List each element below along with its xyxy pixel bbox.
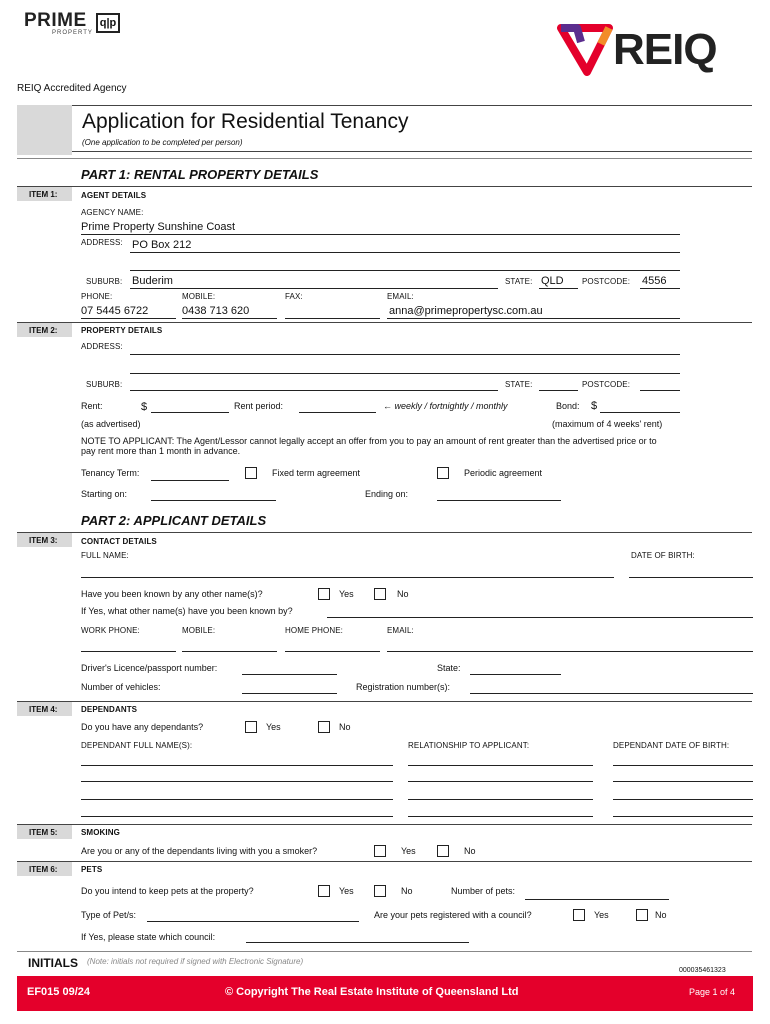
page-title: Application for Residential Tenancy [82, 110, 409, 133]
dependant-name-line-3[interactable] [81, 799, 393, 800]
dependants-no-label: No [339, 722, 351, 732]
title-top-rule [72, 105, 752, 106]
item1-tag: ITEM 1: [17, 187, 72, 201]
smoking-yes-label: Yes [401, 846, 416, 856]
number-of-pets-line[interactable] [525, 899, 669, 900]
initials-rule [17, 951, 752, 952]
dependants-yes-label: Yes [266, 722, 281, 732]
other-names-follow: If Yes, what other name(s) have you been known by? [81, 606, 293, 616]
agent-suburb-label: SUBURB: [86, 277, 123, 286]
property-address-label: ADDRESS: [81, 342, 123, 351]
property-suburb-line[interactable] [130, 390, 498, 391]
smoking-heading: SMOKING [81, 828, 120, 837]
bond-label: Bond: [556, 401, 580, 411]
registered-no-checkbox[interactable] [636, 909, 648, 921]
item4-tag: ITEM 4: [17, 702, 72, 716]
starting-on-label: Starting on: [81, 489, 128, 499]
bond-dollar: $ [591, 400, 598, 412]
other-names-yes-label: Yes [339, 589, 354, 599]
accredited-agency-label: REIQ Accredited Agency [17, 83, 127, 94]
title-rule-2 [17, 158, 752, 159]
fixed-term-checkbox[interactable] [245, 467, 257, 479]
agent-postcode-value[interactable]: 4556 [642, 275, 667, 287]
tenancy-term-line[interactable] [151, 480, 229, 481]
dependant-rel-line-3[interactable] [408, 799, 593, 800]
agent-mobile-value[interactable]: 0438 713 620 [182, 305, 250, 317]
periodic-checkbox[interactable] [437, 467, 449, 479]
other-names-question: Have you been known by any other name(s)? [81, 589, 263, 599]
document-number: 000035461323 [679, 967, 726, 974]
property-state-line[interactable] [539, 390, 578, 391]
pets-yes-checkbox[interactable] [318, 885, 330, 897]
smoking-no-label: No [464, 846, 476, 856]
agent-state-label: STATE: [505, 277, 533, 286]
applicant-email-label: EMAIL: [387, 626, 414, 635]
reiq-logo-text: REIQ [613, 25, 717, 74]
number-of-pets-label: Number of pets: [451, 886, 516, 896]
dependant-dob-line-3[interactable] [613, 799, 753, 800]
council-label: If Yes, please state which council: [81, 932, 216, 942]
registered-yes-checkbox[interactable] [573, 909, 585, 921]
full-name-label: FULL NAME: [81, 551, 129, 560]
prime-logo-sub: PROPERTY [52, 30, 93, 36]
item5-rule [17, 824, 752, 825]
agency-name-label: AGENCY NAME: [81, 208, 144, 217]
as-advertised-note: (as advertised) [81, 419, 141, 429]
part2-heading: PART 2: APPLICANT DETAILS [81, 513, 267, 528]
dependant-dob-line-1[interactable] [613, 765, 753, 766]
dependant-rel-line-4[interactable] [408, 816, 593, 817]
dependant-name-header: DEPENDANT FULL NAME(S): [81, 741, 193, 750]
ending-on-line[interactable] [437, 500, 561, 501]
agent-fax-line [285, 318, 380, 319]
agent-address-value[interactable]: PO Box 212 [132, 239, 192, 251]
agent-postcode-label: POSTCODE: [582, 277, 631, 286]
agent-mobile-line [182, 318, 277, 319]
agency-name-value[interactable]: Prime Property Sunshine Coast [81, 221, 236, 233]
item5-tag: ITEM 5: [17, 825, 72, 839]
reiq-logo [557, 24, 759, 76]
agent-email-line [387, 318, 680, 319]
periodic-label: Periodic agreement [464, 468, 543, 478]
property-address-line-2[interactable] [130, 373, 680, 374]
bond-amount-line[interactable] [600, 412, 680, 413]
initials-note: (Note: initials not required if signed with Electronic Signature) [87, 957, 304, 966]
work-phone-line[interactable] [81, 651, 176, 652]
starting-on-line[interactable] [151, 500, 276, 501]
agent-postcode-line [640, 288, 680, 289]
page-subtitle: (One application to be completed per person) [82, 138, 243, 147]
rent-dollar: $ [141, 401, 148, 413]
dependants-question: Do you have any dependants? [81, 722, 204, 732]
licence-line[interactable] [242, 674, 337, 675]
property-postcode-label: POSTCODE: [582, 380, 631, 389]
footer-page-number: Page 1 of 4 [689, 987, 736, 997]
licence-label: Driver's Licence/passport number: [81, 663, 218, 673]
pet-type-line[interactable] [147, 921, 359, 922]
agent-address-line [130, 252, 680, 253]
dependants-yes-checkbox[interactable] [245, 721, 257, 733]
dependant-rel-line-1[interactable] [408, 765, 593, 766]
pets-no-label: No [401, 886, 413, 896]
pets-heading: PETS [81, 865, 103, 874]
licence-state-label: State: [437, 663, 461, 673]
item6-tag: ITEM 6: [17, 862, 72, 876]
max-bond-note: (maximum of 4 weeks' rent) [552, 419, 663, 429]
prime-logo-mark: q|p [96, 13, 120, 33]
initials-box[interactable] [80, 953, 680, 973]
contact-details-heading: CONTACT DETAILS [81, 537, 157, 546]
pets-no-checkbox[interactable] [374, 885, 386, 897]
dependants-heading: DEPENDANTS [81, 705, 138, 714]
agent-phone-value[interactable]: 07 5445 6722 [81, 305, 149, 317]
other-names-no-checkbox[interactable] [374, 588, 386, 600]
title-grey-block [17, 105, 72, 155]
dependant-name-line-1[interactable] [81, 765, 393, 766]
pets-registered-question: Are your pets registered with a council? [374, 910, 532, 920]
footer-form-code: EF015 09/24 [27, 986, 90, 998]
property-details-heading: PROPERTY DETAILS [81, 326, 163, 335]
smoking-yes-checkbox[interactable] [374, 845, 386, 857]
pet-type-label: Type of Pet/s: [81, 910, 137, 920]
agent-address-line-2 [130, 270, 680, 271]
applicant-email-line[interactable] [387, 651, 753, 652]
rent-amount-line[interactable] [151, 412, 229, 413]
item3-tag: ITEM 3: [17, 533, 72, 547]
property-state-label: STATE: [505, 380, 533, 389]
part1-rule [17, 186, 752, 187]
other-names-yes-checkbox[interactable] [318, 588, 330, 600]
property-postcode-line[interactable] [640, 390, 680, 391]
other-names-line[interactable] [327, 617, 753, 618]
ending-on-label: Ending on: [365, 489, 409, 499]
smoking-no-checkbox[interactable] [437, 845, 449, 857]
agent-address-label: ADDRESS: [81, 238, 123, 247]
property-suburb-label: SUBURB: [86, 380, 123, 389]
applicant-mobile-line[interactable] [182, 651, 277, 652]
dependant-dob-header: DEPENDANT DATE OF BIRTH: [613, 741, 730, 750]
fixed-term-label: Fixed term agreement [272, 468, 361, 478]
agent-email-value[interactable]: anna@primepropertysc.com.au [389, 305, 543, 317]
agency-name-line [81, 234, 680, 235]
rent-period-label: Rent period: [234, 401, 284, 411]
part1-heading: PART 1: RENTAL PROPERTY DETAILS [81, 167, 319, 182]
dependant-name-line-4[interactable] [81, 816, 393, 817]
agent-mobile-label: MOBILE: [182, 292, 216, 301]
pets-question: Do you intend to keep pets at the property? [81, 886, 254, 896]
agent-state-line [539, 288, 578, 289]
dependant-dob-line-4[interactable] [613, 816, 753, 817]
agent-state-value[interactable]: QLD [541, 275, 564, 287]
home-phone-label: HOME PHONE: [285, 626, 343, 635]
dob-line[interactable] [629, 577, 753, 578]
full-name-line[interactable] [81, 577, 614, 578]
agent-suburb-value[interactable]: Buderim [132, 275, 173, 287]
home-phone-line[interactable] [285, 651, 380, 652]
registered-yes-label: Yes [594, 910, 609, 920]
footer-copyright: © Copyright The Real Estate Institute of Queensland Ltd [225, 986, 519, 998]
applicant-mobile-label: MOBILE: [182, 626, 216, 635]
registration-line[interactable] [470, 693, 753, 694]
other-names-no-label: No [397, 589, 409, 599]
agent-fax-label: FAX: [285, 292, 303, 301]
prime-logo-text: PRIME [24, 10, 87, 31]
part2-rule [17, 532, 752, 533]
dependant-rel-line-2[interactable] [408, 781, 593, 782]
pets-yes-label: Yes [339, 886, 354, 896]
reiq-triangle-icon [557, 24, 613, 76]
vehicles-line[interactable] [242, 693, 337, 694]
dependants-no-checkbox[interactable] [318, 721, 330, 733]
tenancy-term-label: Tenancy Term: [81, 468, 140, 478]
council-line[interactable] [246, 942, 469, 943]
agent-details-heading: AGENT DETAILS [81, 191, 147, 200]
item4-rule [17, 701, 752, 702]
prime-property-logo [24, 10, 124, 40]
agent-phone-label: PHONE: [81, 292, 113, 301]
dob-label: DATE OF BIRTH: [631, 551, 695, 560]
item2-rule [17, 322, 752, 323]
agent-phone-line [81, 318, 176, 319]
footer-bar [17, 976, 753, 1011]
rent-period-line[interactable] [299, 412, 376, 413]
smoking-question: Are you or any of the dependants living with you a smoker? [81, 846, 318, 856]
rent-period-options: ← weekly / fortnightly / monthly [383, 401, 508, 411]
registered-no-label: No [655, 910, 667, 920]
agent-email-label: EMAIL: [387, 292, 414, 301]
initials-label: INITIALS [28, 956, 78, 970]
applicant-note: NOTE TO APPLICANT: The Agent/Lessor cannot legally accept an offer from you to pay an amount of rent greater than the advertised price or to pay rent more than 1 month in advance. [81, 436, 657, 456]
item6-rule [17, 861, 752, 862]
dependant-relationship-header: RELATIONSHIP TO APPLICANT: [408, 741, 530, 750]
work-phone-label: WORK PHONE: [81, 626, 140, 635]
title-rule [72, 151, 752, 152]
registration-label: Registration number(s): [356, 682, 451, 692]
dependant-name-line-2[interactable] [81, 781, 393, 782]
property-address-line[interactable] [130, 354, 680, 355]
dependant-dob-line-2[interactable] [613, 781, 753, 782]
vehicles-label: Number of vehicles: [81, 682, 161, 692]
item2-tag: ITEM 2: [17, 323, 72, 337]
agent-suburb-line [130, 288, 498, 289]
rent-label: Rent: [81, 401, 103, 411]
licence-state-line[interactable] [470, 674, 561, 675]
